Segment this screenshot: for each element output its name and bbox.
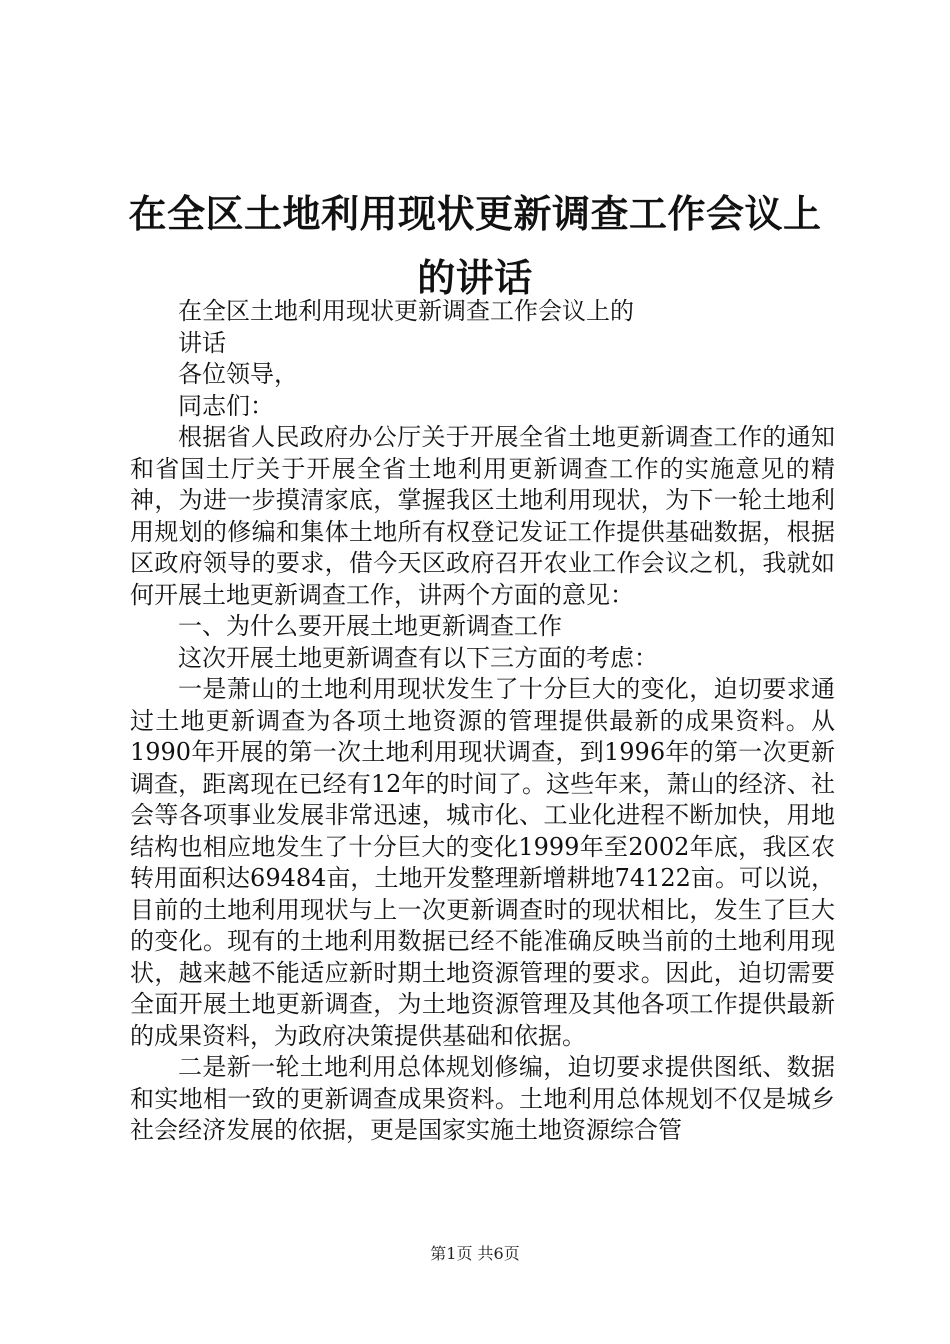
body-paragraph: 二是新一轮土地利用总体规划修编，迫切要求提供图纸、数据和实地相一致的更新调查成果资料。土地利用总体规划不仅是城乡社会经济发展的依据，更是国家实施土地资源综合管	[130, 1053, 835, 1144]
body-paragraph: 根据省人民政府办公厅关于开展全省土地更新调查工作的通知和省国土厅关于开展全省土地利用更新调查工作的实施意见的精神，为进一步摸清家底，掌握我区土地利用现状，为下一轮土地利用规划的修编和集体土地所有权登记发证工作提供基础数据，根据区政府领导的要求，借今天区政府召开农业工作会议之机，我就如何开展土地更新调查工作，讲两个方面的意见：	[130, 423, 835, 609]
salutation-line: 同志们：	[178, 391, 274, 420]
page-number-footer: 第1页 共6页	[430, 1244, 520, 1263]
body-paragraph: 一是萧山的土地利用现状发生了十分巨大的变化，迫切要求通过土地更新调查为各项土地资源的管理提供最新的成果资料。从1990年开展的第一次土地利用现状调查，到1996年的第一次更新调查，距离现在已经有12年的时间了。这些年来，萧山的经济、社会等各项事业发展非常迅速，城市化、工业化进程不断加快，用地结构也相应地发生了十分巨大的变化1999年至2002年底，我区农转用面积达69484亩，土地开发整理新增耕地74122亩。可以说，目前的土地利用现状与上一次更新调查时的现状相比，发生了巨大的变化。现有的土地利用数据已经不能准确反映当前的土地利用现状，越来越不能适应新时期土地资源管理的要求。因此，迫切需要全面开展土地更新调查，为土地资源管理及其他各项工作提供最新的成果资料，为政府决策提供基础和依据。	[130, 675, 835, 1050]
document-body	[130, 296, 835, 1147]
header-line: 讲话	[178, 328, 226, 357]
document-title: 在全区土地利用现状更新调查工作会议上的讲话	[128, 192, 822, 300]
body-paragraph: 这次开展土地更新调查有以下三方面的考虑：	[178, 643, 658, 672]
salutation-line: 各位领导，	[178, 360, 298, 388]
section-heading: 一、为什么要开展土地更新调查工作	[178, 612, 562, 640]
header-line: 在全区土地利用现状更新调查工作会议上的	[178, 297, 634, 325]
